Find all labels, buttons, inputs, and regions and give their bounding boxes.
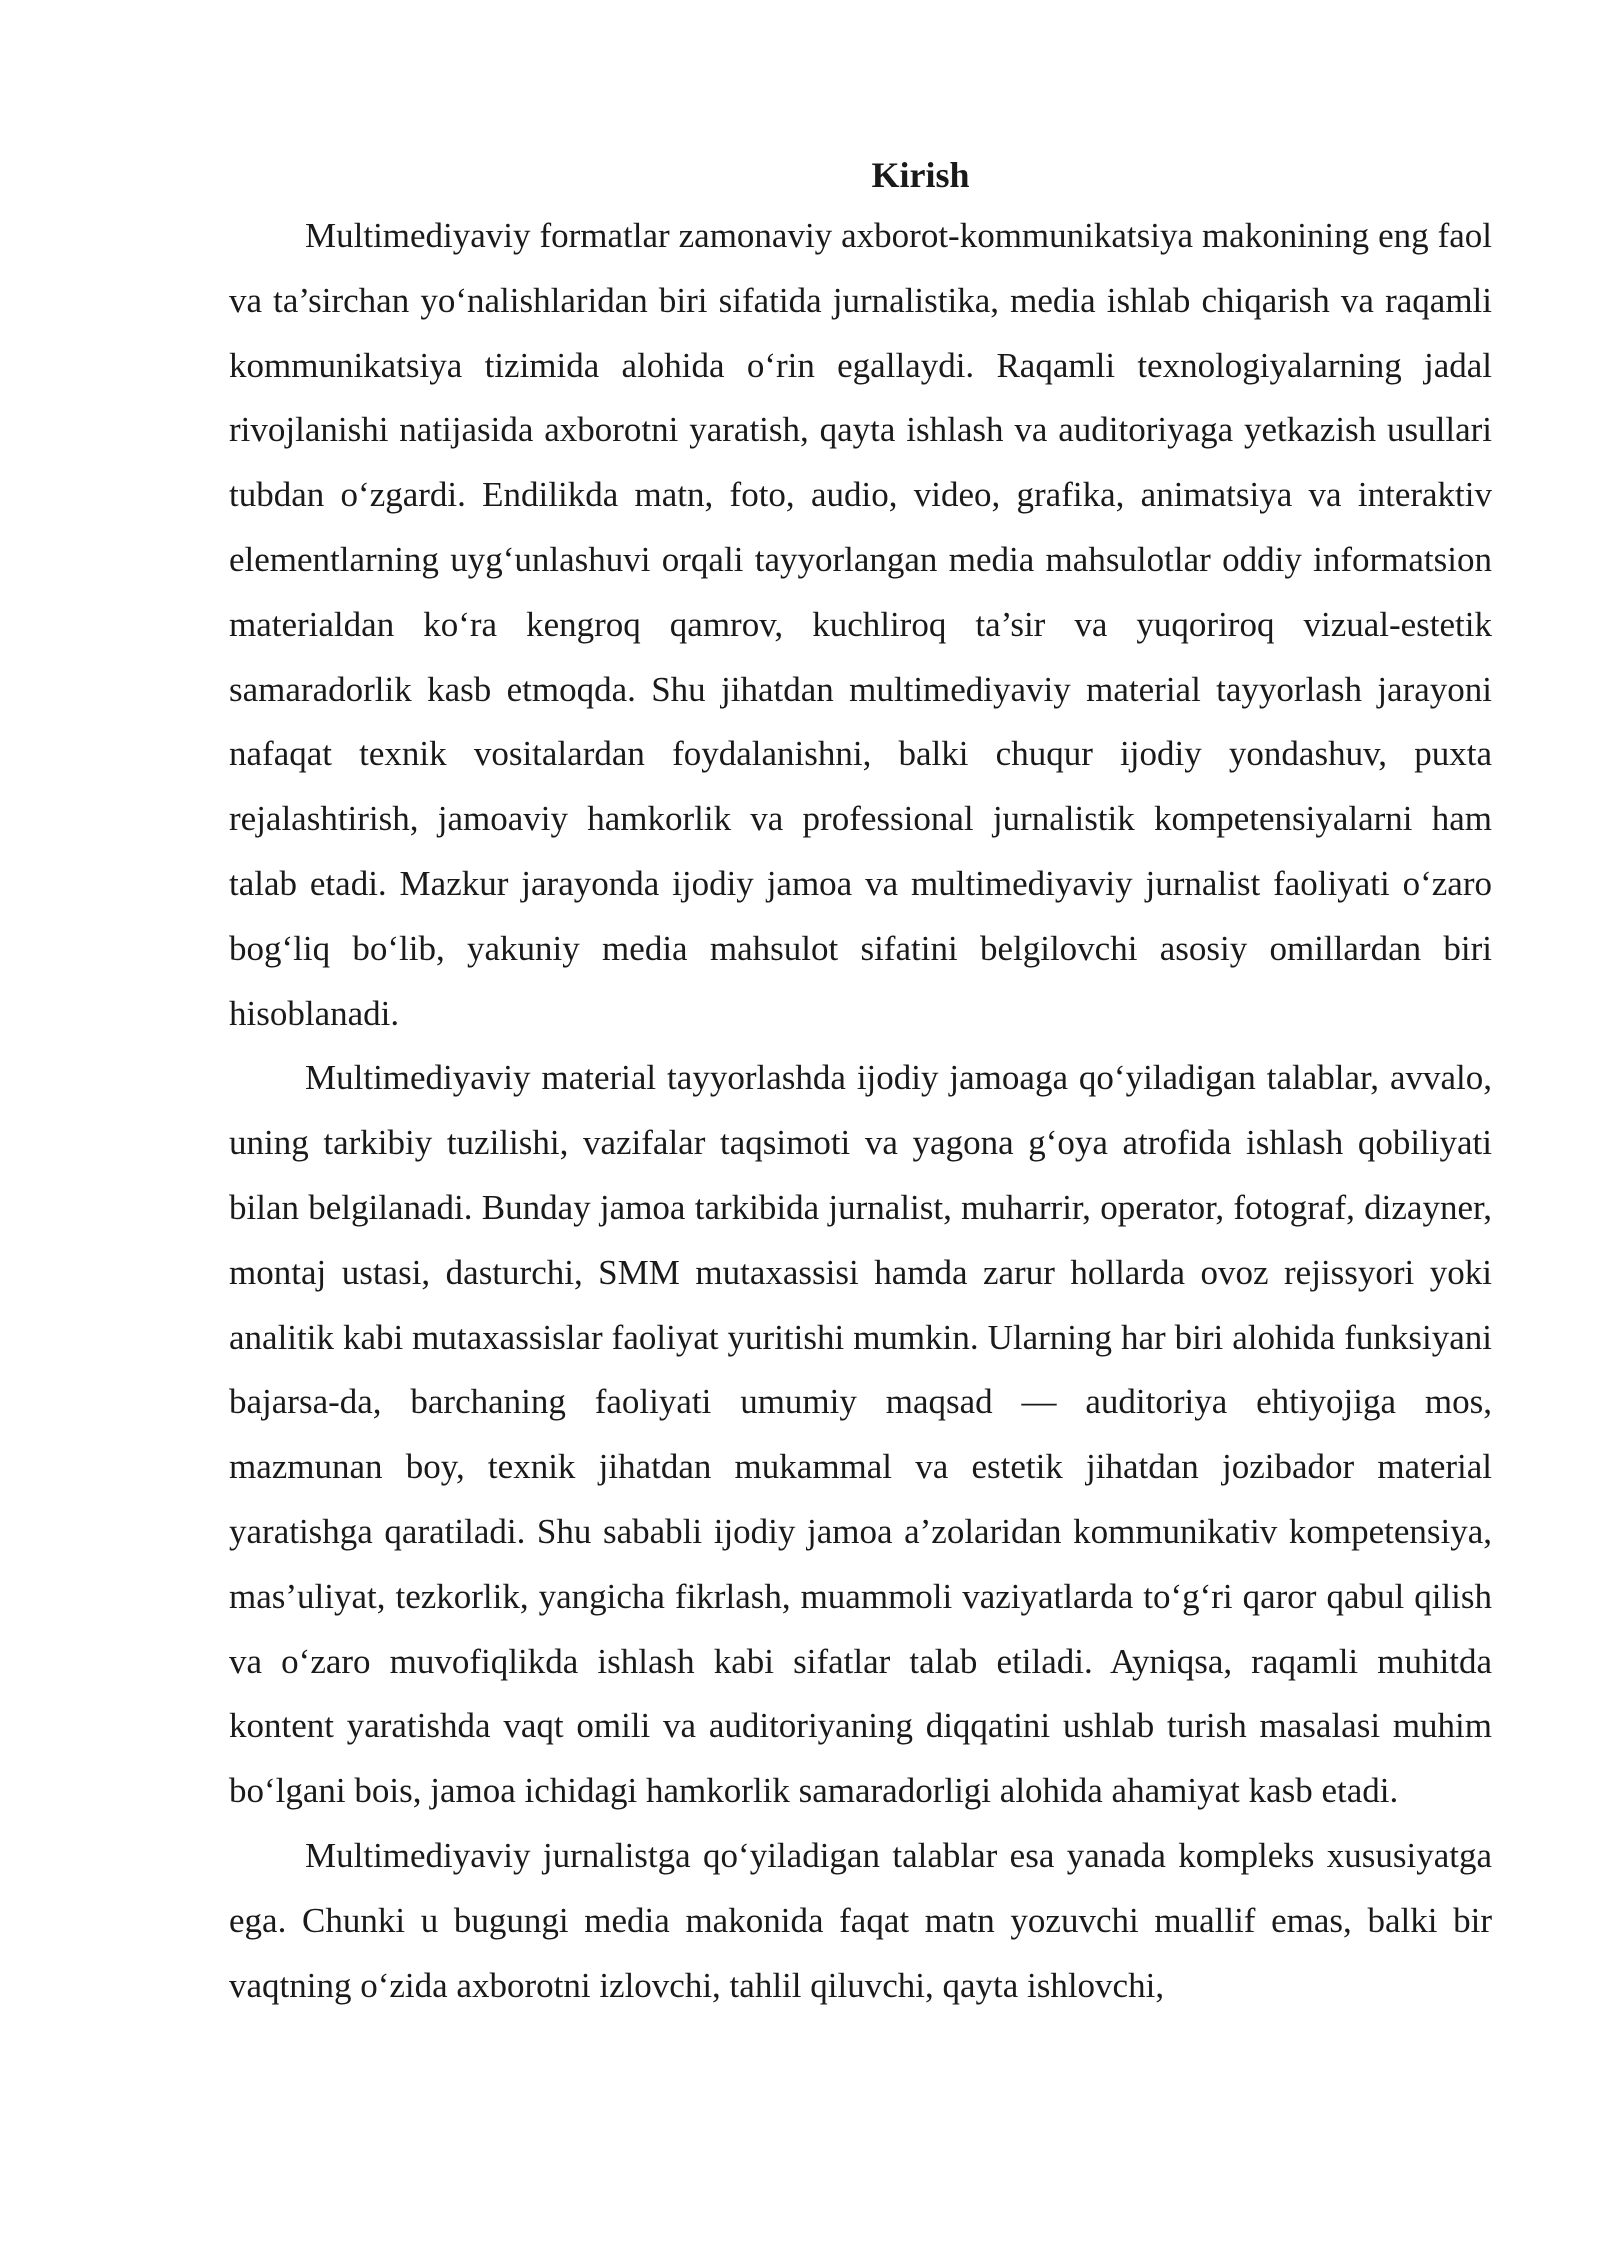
page-title: Kirish [871, 155, 970, 195]
paragraph-1: Multimediyaviy formatlar zamonaviy axborot-kommunikatsiya makonining eng faol va ta’sirchan yo‘nalishlaridan biri sifatida jurnalistika, media ishlab chiqarish va raqamli kommunikatsiya tizimida alohida o‘rin egallaydi. Raqamli texnologiyalarning jadal rivojlanishi natijasida axborotni yaratish, qayta ishlash va auditoriyaga yetkazish usullari tubdan o‘zgardi. Endilikda matn, foto, audio, video, grafika, animatsiya va interaktiv elementlarning uyg‘unlashuvi orqali tayyorlangan media mahsulotlar oddiy informatsion materialdan ko‘ra kengroq qamrov, kuchliroq ta’sir va yuqoriroq vizual-estetik samaradorlik kasb etmoqda. Shu jihatdan multimediyaviy material tayyorlash jarayoni nafaqat texnik vositalardan foydalanishni, balki chuqur ijodiy yondashuv, puxta rejalashtirish, jamoaviy hamkorlik va professional jurnalistik kompetensiyalarni ham talab etadi. Mazkur jarayonda ijodiy jamoa va multimediyaviy jurnalist faoliyati o‘zaro bog‘liq bo‘lib, yakuniy media mahsulot sifatini belgilovchi asosiy omillardan biri hisoblanadi. [229, 216, 1492, 1033]
document-body [229, 150, 1492, 2018]
paragraph-3: Multimediyaviy jurnalistga qo‘yiladigan talablar esa yanada kompleks xususiyatga ega. Chunki u bugungi media makonida faqat matn yozuvchi muallif emas, balki bir vaqtning o‘zida axborotni izlovchi, tahlil qiluvchi, qayta ishlovchi, [229, 1835, 1492, 2005]
paragraph-2: Multimediyaviy material tayyorlashda ijodiy jamoaga qo‘yiladigan talablar, avvalo, uning tarkibiy tuzilishi, vazifalar taqsimoti va yagona g‘oya atrofida ishlash qobiliyati bilan belgilanadi. Bunday jamoa tarkibida jurnalist, muharrir, operator, fotograf, dizayner, montaj ustasi, dasturchi, SMM mutaxassisi hamda zarur hollarda ovoz rejissyori yoki analitik kabi mutaxassislar faoliyat yuritishi mumkin. Ularning har biri alohida funksiyani bajarsa-da, barchaning faoliyati umumiy maqsad — auditoriya ehtiyojiga mos, mazmunan boy, texnik jihatdan mukammal va estetik jihatdan jozibador material yaratishga qaratiladi. Shu sababli ijodiy jamoa a’zolaridan kommunikativ kompetensiya, mas’uliyat, tezkorlik, yangicha fikrlash, muammoli vaziyatlarda to‘g‘ri qaror qabul qilish va o‘zaro muvofiqlikda ishlash kabi sifatlar talab etiladi. Ayniqsa, raqamli muhitda kontent yaratishda vaqt omili va auditoriyaning diqqatini ushlab turish masalasi muhim bo‘lgani bois, jamoa ichidagi hamkorlik samaradorligi alohida ahamiyat kasb etadi. [229, 1058, 1492, 1811]
